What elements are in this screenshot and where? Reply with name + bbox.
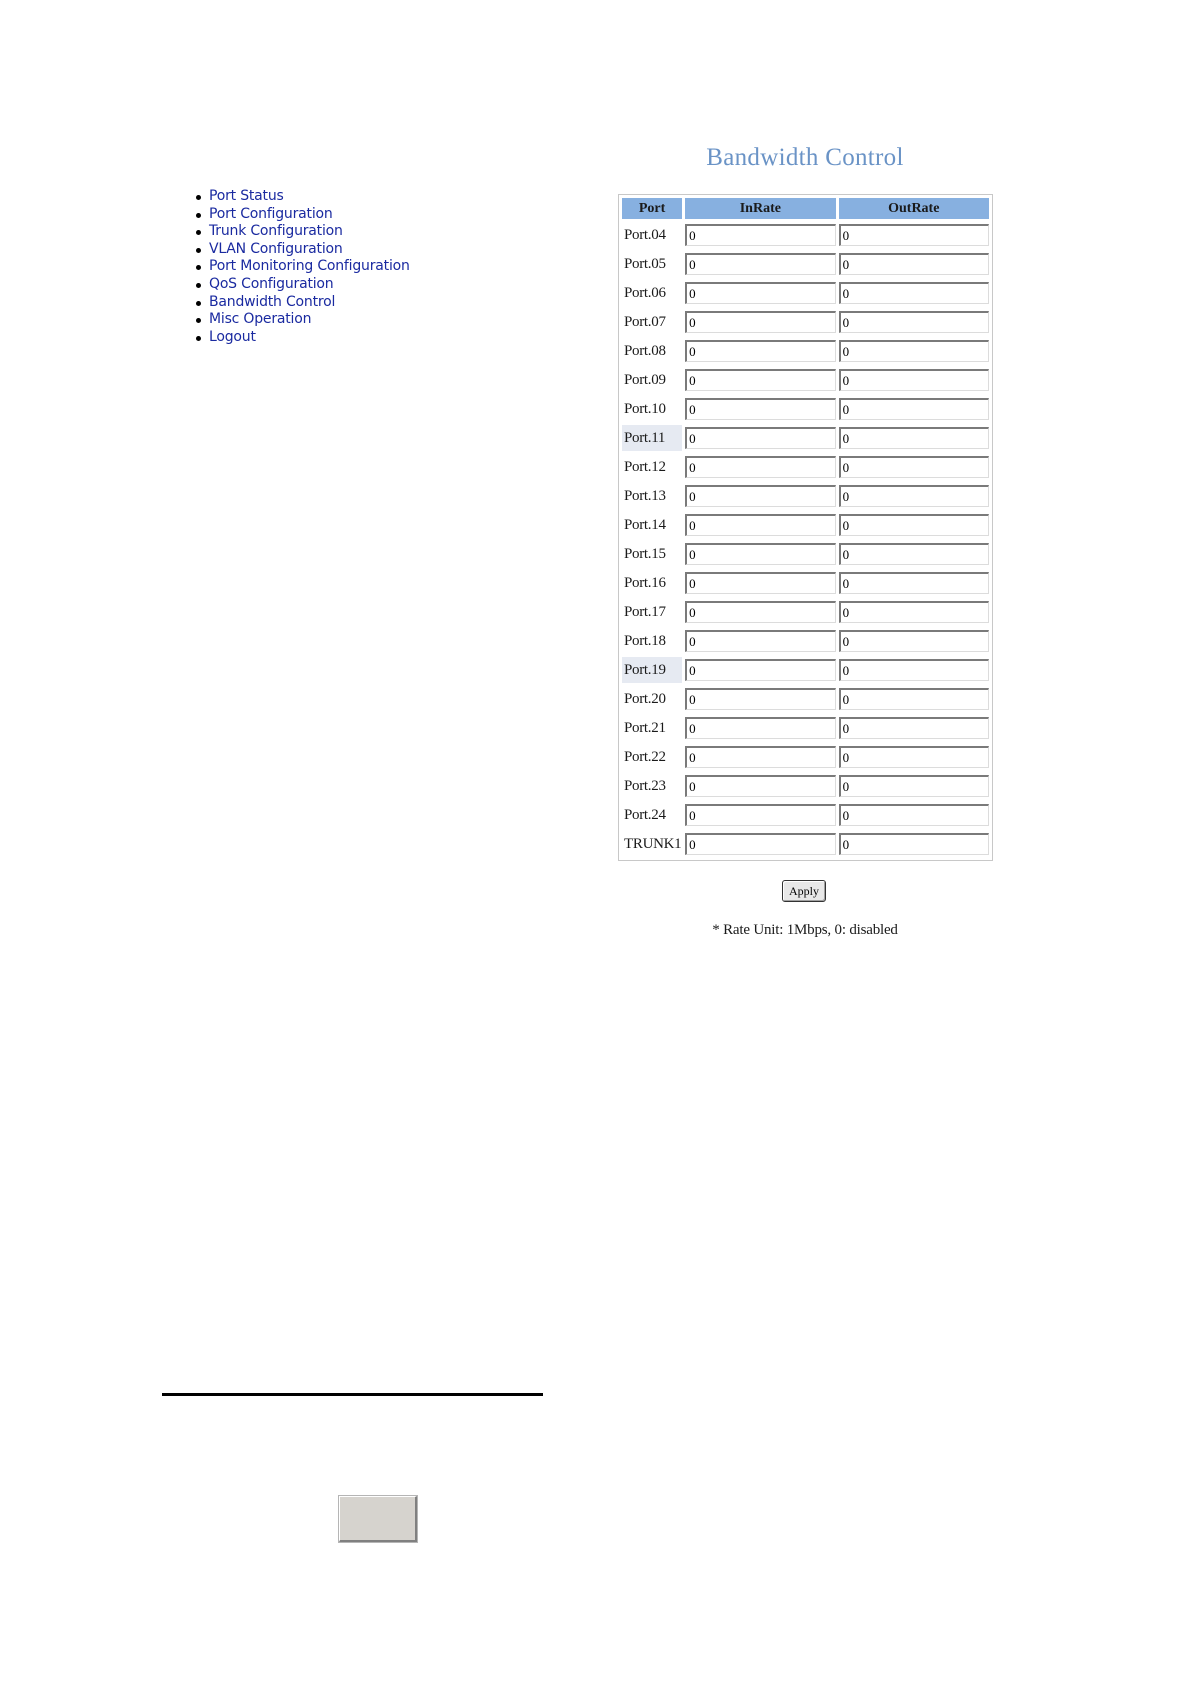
header-inrate: InRate xyxy=(685,198,835,219)
inrate-cell xyxy=(685,570,835,596)
inrate-cell xyxy=(685,773,835,799)
outrate-cell xyxy=(839,715,989,741)
inrate-input[interactable] xyxy=(685,543,835,565)
nav-item-qos-configuration xyxy=(180,276,410,294)
inrate-input[interactable] xyxy=(685,311,835,333)
table-row xyxy=(622,483,989,509)
outrate-cell xyxy=(839,628,989,654)
inrate-input[interactable] xyxy=(685,630,835,652)
header-port: Port xyxy=(622,198,682,219)
inrate-input[interactable] xyxy=(685,369,835,391)
bullet-icon xyxy=(196,195,201,200)
outrate-cell xyxy=(839,251,989,277)
bullet-icon xyxy=(196,336,201,341)
table-row xyxy=(622,222,989,248)
nav-link[interactable]: Port Status xyxy=(209,188,284,204)
inrate-input[interactable] xyxy=(685,514,835,536)
port-label: Port.24 xyxy=(624,806,666,823)
nav-link[interactable]: Misc Operation xyxy=(209,311,312,328)
inrate-input[interactable] xyxy=(685,456,835,478)
inrate-input[interactable] xyxy=(685,717,835,739)
outrate-input[interactable] xyxy=(839,224,989,246)
outrate-input[interactable] xyxy=(839,427,989,449)
bullet-icon xyxy=(196,230,201,235)
table-row xyxy=(622,715,989,741)
table-row xyxy=(622,367,989,393)
port-label: Port.10 xyxy=(624,400,666,417)
inrate-cell xyxy=(685,657,835,683)
outrate-input[interactable] xyxy=(839,369,989,391)
outrate-cell xyxy=(839,222,989,248)
nav-item-bandwidth-control xyxy=(180,294,410,312)
outrate-cell xyxy=(839,657,989,683)
outrate-cell xyxy=(839,309,989,335)
bullet-icon xyxy=(196,248,201,253)
port-label: Port.20 xyxy=(624,690,666,707)
outrate-input[interactable] xyxy=(839,253,989,275)
table-row xyxy=(622,802,989,828)
header-outrate: OutRate xyxy=(839,198,989,219)
table-row xyxy=(622,773,989,799)
inrate-cell xyxy=(685,715,835,741)
nav-item-port-monitoring-configuration xyxy=(180,258,410,276)
table-row xyxy=(622,338,989,364)
port-label: Port.11 xyxy=(622,425,682,451)
table-row xyxy=(622,512,989,538)
outrate-input[interactable] xyxy=(839,833,989,855)
inrate-cell xyxy=(685,802,835,828)
table-row xyxy=(622,599,989,625)
page-title: Bandwidth Control xyxy=(706,144,904,171)
port-label: Port.23 xyxy=(624,777,666,794)
inrate-input[interactable] xyxy=(685,688,835,710)
nav-link[interactable]: Port Monitoring Configuration xyxy=(209,258,410,275)
table-row xyxy=(622,541,989,567)
port-label: Port.16 xyxy=(624,574,666,591)
outrate-input[interactable] xyxy=(839,688,989,710)
table-row xyxy=(622,628,989,654)
outrate-cell xyxy=(839,512,989,538)
port-label: Port.14 xyxy=(624,516,666,533)
inrate-cell xyxy=(685,686,835,712)
bandwidth-table xyxy=(618,194,993,861)
port-label: Port.17 xyxy=(624,603,666,620)
table-row xyxy=(622,831,989,857)
port-label: Port.08 xyxy=(624,342,666,359)
table-row xyxy=(622,744,989,770)
nav-menu xyxy=(180,188,410,346)
outrate-input[interactable] xyxy=(839,282,989,304)
inrate-input[interactable] xyxy=(685,224,835,246)
outrate-cell xyxy=(839,454,989,480)
outrate-input[interactable] xyxy=(839,340,989,362)
port-label: Port.05 xyxy=(624,255,666,272)
nav-item-port-status xyxy=(180,188,410,206)
nav-link[interactable]: Port Configuration xyxy=(209,205,333,222)
inrate-input[interactable] xyxy=(685,659,835,681)
table-body xyxy=(622,222,989,857)
table-row xyxy=(622,570,989,596)
outrate-cell xyxy=(839,599,989,625)
inrate-cell xyxy=(685,425,835,451)
port-label: Port.19 xyxy=(622,657,682,683)
inrate-cell xyxy=(685,309,835,335)
inrate-input[interactable] xyxy=(685,398,835,420)
outrate-cell xyxy=(839,831,989,857)
outrate-cell xyxy=(839,396,989,422)
inrate-input[interactable] xyxy=(685,282,835,304)
outrate-cell xyxy=(839,570,989,596)
outrate-cell xyxy=(839,367,989,393)
outrate-input[interactable] xyxy=(839,398,989,420)
port-label: Port.15 xyxy=(624,545,666,562)
inrate-cell xyxy=(685,599,835,625)
port-label: Port.04 xyxy=(624,226,666,243)
outrate-input[interactable] xyxy=(839,485,989,507)
port-label: TRUNK1 xyxy=(624,835,682,852)
apply-button[interactable]: Apply xyxy=(782,880,826,902)
inrate-input[interactable] xyxy=(685,833,835,855)
port-label: Port.07 xyxy=(624,313,666,330)
footnote-divider xyxy=(162,1393,543,1396)
table-row xyxy=(622,396,989,422)
port-label: Port.06 xyxy=(624,284,666,301)
outrate-cell xyxy=(839,686,989,712)
nav-link[interactable]: VLAN Configuration xyxy=(209,240,343,257)
table-header-row xyxy=(622,198,989,219)
inrate-input[interactable] xyxy=(685,804,835,826)
port-label: Port.12 xyxy=(624,458,666,475)
nav-link[interactable]: Bandwidth Control xyxy=(209,293,336,310)
outrate-input[interactable] xyxy=(839,311,989,333)
inrate-cell xyxy=(685,251,835,277)
inrate-input[interactable] xyxy=(685,427,835,449)
outrate-cell xyxy=(839,280,989,306)
table-row xyxy=(622,309,989,335)
outrate-input[interactable] xyxy=(839,456,989,478)
outrate-input[interactable] xyxy=(839,601,989,623)
outrate-input[interactable] xyxy=(839,630,989,652)
gray-button-graphic xyxy=(339,1496,417,1542)
table-row xyxy=(622,657,989,683)
outrate-cell xyxy=(839,773,989,799)
outrate-input[interactable] xyxy=(839,775,989,797)
outrate-input[interactable] xyxy=(839,659,989,681)
inrate-cell xyxy=(685,628,835,654)
inrate-input[interactable] xyxy=(685,746,835,768)
outrate-cell xyxy=(839,425,989,451)
inrate-cell xyxy=(685,483,835,509)
nav-item-misc-operation xyxy=(180,311,410,329)
outrate-cell xyxy=(839,802,989,828)
outrate-cell xyxy=(839,541,989,567)
bullet-icon xyxy=(196,213,201,218)
nav-item-trunk-configuration xyxy=(180,223,410,241)
inrate-cell xyxy=(685,396,835,422)
table-row xyxy=(622,280,989,306)
inrate-input[interactable] xyxy=(685,485,835,507)
bullet-icon xyxy=(196,301,201,306)
nav-item-logout xyxy=(180,329,410,347)
nav-item-port-configuration xyxy=(180,206,410,224)
inrate-cell xyxy=(685,367,835,393)
outrate-cell xyxy=(839,338,989,364)
nav-item-vlan-configuration xyxy=(180,241,410,259)
table-row xyxy=(622,425,989,451)
outrate-input[interactable] xyxy=(839,746,989,768)
inrate-cell xyxy=(685,280,835,306)
rate-unit-note: * Rate Unit: 1Mbps, 0: disabled xyxy=(712,922,898,938)
outrate-input[interactable] xyxy=(839,514,989,536)
table-row xyxy=(622,686,989,712)
inrate-cell xyxy=(685,338,835,364)
inrate-input[interactable] xyxy=(685,601,835,623)
inrate-cell xyxy=(685,454,835,480)
nav-link[interactable]: QoS Configuration xyxy=(209,275,334,292)
inrate-cell xyxy=(685,541,835,567)
inrate-cell xyxy=(685,744,835,770)
inrate-input[interactable] xyxy=(685,253,835,275)
bullet-icon xyxy=(196,318,201,323)
inrate-input[interactable] xyxy=(685,775,835,797)
bullet-icon xyxy=(196,265,201,270)
outrate-cell xyxy=(839,483,989,509)
table-row xyxy=(622,454,989,480)
table-row xyxy=(622,251,989,277)
port-label: Port.13 xyxy=(624,487,666,504)
nav-link[interactable]: Logout xyxy=(209,328,256,345)
nav-link[interactable]: Trunk Configuration xyxy=(209,223,343,240)
bullet-icon xyxy=(196,283,201,288)
outrate-cell xyxy=(839,744,989,770)
inrate-input[interactable] xyxy=(685,572,835,594)
outrate-input[interactable] xyxy=(839,804,989,826)
inrate-cell xyxy=(685,512,835,538)
outrate-input[interactable] xyxy=(839,543,989,565)
inrate-cell xyxy=(685,831,835,857)
port-label: Port.22 xyxy=(624,748,666,765)
port-label: Port.18 xyxy=(624,632,666,649)
outrate-input[interactable] xyxy=(839,717,989,739)
outrate-input[interactable] xyxy=(839,572,989,594)
port-label: Port.21 xyxy=(624,719,666,736)
port-label: Port.09 xyxy=(624,371,666,388)
inrate-cell xyxy=(685,222,835,248)
inrate-input[interactable] xyxy=(685,340,835,362)
